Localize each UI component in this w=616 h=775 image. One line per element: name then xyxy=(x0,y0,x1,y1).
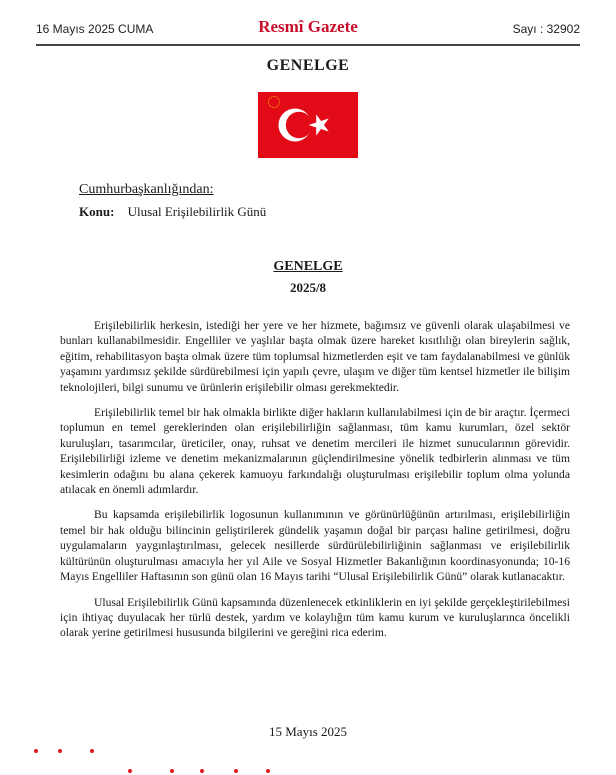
dot xyxy=(200,769,204,773)
issuer: Cumhurbaşkanlığından: xyxy=(79,182,214,197)
dot xyxy=(58,749,62,753)
dot xyxy=(170,769,174,773)
paragraph: Erişilebilirlik temel bir hak olmakla birlikte diğer hakların kullanılabilmesi için de bir araçtır. İçermeci toplumun en temel gereklerinden olan erişilebilirliğin sağlanması, tüm kamu kurumları, özel sektör kuruluşları, tasarımcılar, üreticiler, onay, ruhsat ve denetim mercileri ile hizmet sunucularının görevidir. Erişilebilirliği izleme ve denetim mekanizmalarının güçlendirilmesine yönelik tedbirlerin alınması ve tüm kesimlerin odağını bu alana çekerek kamuoyu farkındalığı oluşturulması erişilebilir toplum olma yolunda atılacak en önemli adımlardır. xyxy=(60,406,570,497)
gazette-header xyxy=(0,0,616,46)
decorative-dots xyxy=(0,738,616,775)
flag-emblem-mark xyxy=(268,96,280,108)
gazette-title: Resmî Gazete xyxy=(258,17,358,36)
dot xyxy=(90,749,94,753)
dot xyxy=(128,769,132,773)
flag-crescent-inner xyxy=(286,112,312,138)
header-date: 16 Mayıs 2025 CUMA xyxy=(36,22,154,36)
dot xyxy=(34,749,38,753)
circular-number: 2025/8 xyxy=(289,280,327,295)
paragraph: Erişilebilirlik herkesin, istediği her yere ve her hizmete, bağımsız ve güvenli olarak ulaşabilmesi ve bunları kullanabilmesidir. Engelliler ve yaşlılar başta olmak üzere hareket kısıtlılığı olan bireylerin sağlık, eğitim, rehabilitasyon başta olmak üzere tüm toplumsal hizmetlerden eşit ve tam faydalanabilmesi ve günlük yaşamını yardımsız şekilde sürdürebilmesi için yapılı çevre, ulaşım ve diğer tüm kentsel hizmetler ile bilişim teknolojileri, bilgi sunumu ve ürünlerin erişilebilir olması gerekmektedir. xyxy=(60,319,570,394)
dot xyxy=(234,769,238,773)
paragraph: Bu kapsamda erişilebilirlik logosunun kullanımının ve görünürlüğünün artırılması, erişilebilirliğin temel bir hak olduğu bilincinin geliştirilerek gündelik yaşamın doğal bir parçası haline getirilmesi, doğru uygulamaların yaygınlaştırılması, gelecek nesillerde sürdürülebilirliğinin sağlanması ve erişilebilirlik kültürünün oluşturulması amacıyla her yıl Aile ve Sosyal Hizmetler Bakanlığının koordinasyonunda; 10-16 Mayıs Engelliler Haftasının son günü olan 16 Mayıs tarihi “Ulusal Erişilebilirlik Günü” olarak kutlanacaktır. xyxy=(60,508,570,584)
circular-title: GENELGE xyxy=(273,259,343,274)
issue-number: Sayı : 32902 xyxy=(512,22,580,36)
dot xyxy=(266,769,270,773)
circular-body xyxy=(60,318,570,651)
page-heading: GENELGE xyxy=(266,57,350,74)
header-divider xyxy=(36,44,580,46)
paragraph: Ulusal Erişilebilirlik Günü kapsamında düzenlenecek etkinliklerin en iyi şekilde gerçekleştirilebilmesi için ihtiyaç duyulacak her türlü destek, yardım ve kolaylığın tüm kamu kurum ve kuruluşlarınca öncelikli olarak yerine getirilmesi hususunda bilgilerini ve gereğini rica ederim. xyxy=(60,595,570,640)
subject-line xyxy=(79,204,266,220)
subject-text: Ulusal Erişilebilirlik Günü xyxy=(127,204,267,219)
signature-date: 15 Mayıs 2025 xyxy=(269,724,347,739)
subject-label: Konu: xyxy=(79,204,115,219)
